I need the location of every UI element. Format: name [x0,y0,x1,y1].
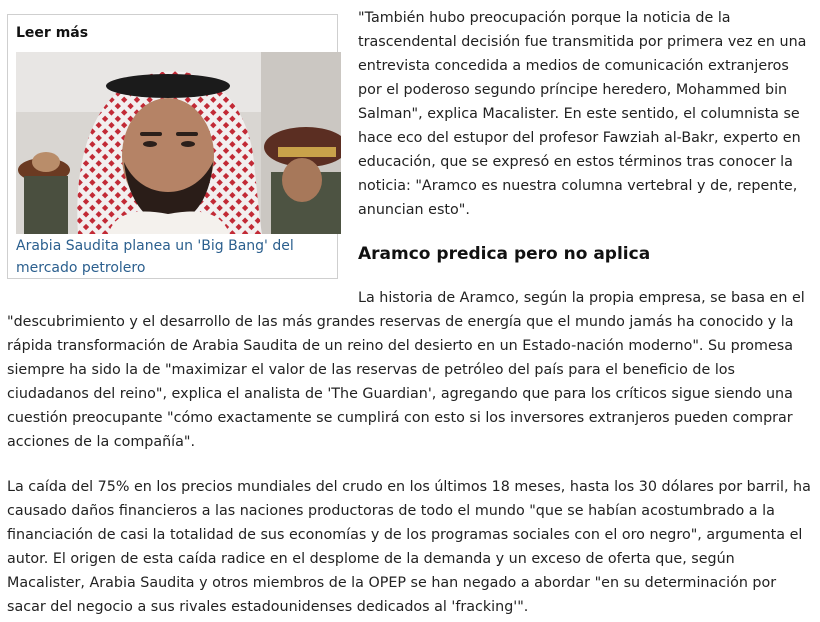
article-paragraph-2: La historia de Aramco, según la propia empresa, se basa en el "descubrimiento y el desarrollo de las más grandes reservas de energía que el mundo jamás ha conocido y la rápida transformación de Arabia Saudita de un reino del desierto en un Estado-nación moderno". Su promesa siempre ha sido la de "maximizar el valor de las reservas de petróleo del país para el beneficio de los ciudadanos del reino", explica el analista de 'The Guardian', agregando que para los críticos sigue siendo una cuestión preocupante "cómo exactamente se cumplirá con esto si los inversores extranjeros pueden comprar acciones de la compañía". [7,290,805,450]
section-heading: Aramco predica pero no aplica [358,244,651,264]
related-article-link[interactable]: Arabia Saudita planea un 'Big Bang' del mercado petrolero [16,238,294,276]
article-paragraph-1: "También hubo preocupación porque la noticia de la trascendental decisión fue transmitida por primera vez en una entrevista concedida a medios de comunicación extranjeros por el poderoso segundo príncipe heredero, Mohammed bin Salman", explica Macalister. En este sentido, el columnista se hace eco del estupor del profesor Fawziah al-Bakr, experto en educación, que se expresó en estos términos tras conocer la noticia: "Aramco es nuestra columna vertebral y de, repente, anuncian esto". [358,10,807,218]
related-box-title: Leer más [16,25,89,41]
article-paragraph-3: La caída del 75% en los precios mundiales del crudo en los últimos 18 meses, hasta los 30 dólares por barril, ha causado daños financieros a las naciones productoras de todo el mundo "que se habían acostumbrado a la financiación de casi la totalidad de sus economías y de los programas sociales con el oro negro", argumenta el autor. El origen de esta caída radice en el desplome de la demanda y un exceso de oferta que, según Macalister, Arabia Saudita y otros miembros de la OPEP se han negado a abordar "en su determinación por sacar del negocio a sus rivales estadounidenses dedicados al 'fracking'". [7,479,811,615]
portrait-illustration [16,52,341,234]
related-article-box [7,14,338,279]
related-article-photo[interactable] [16,52,341,234]
